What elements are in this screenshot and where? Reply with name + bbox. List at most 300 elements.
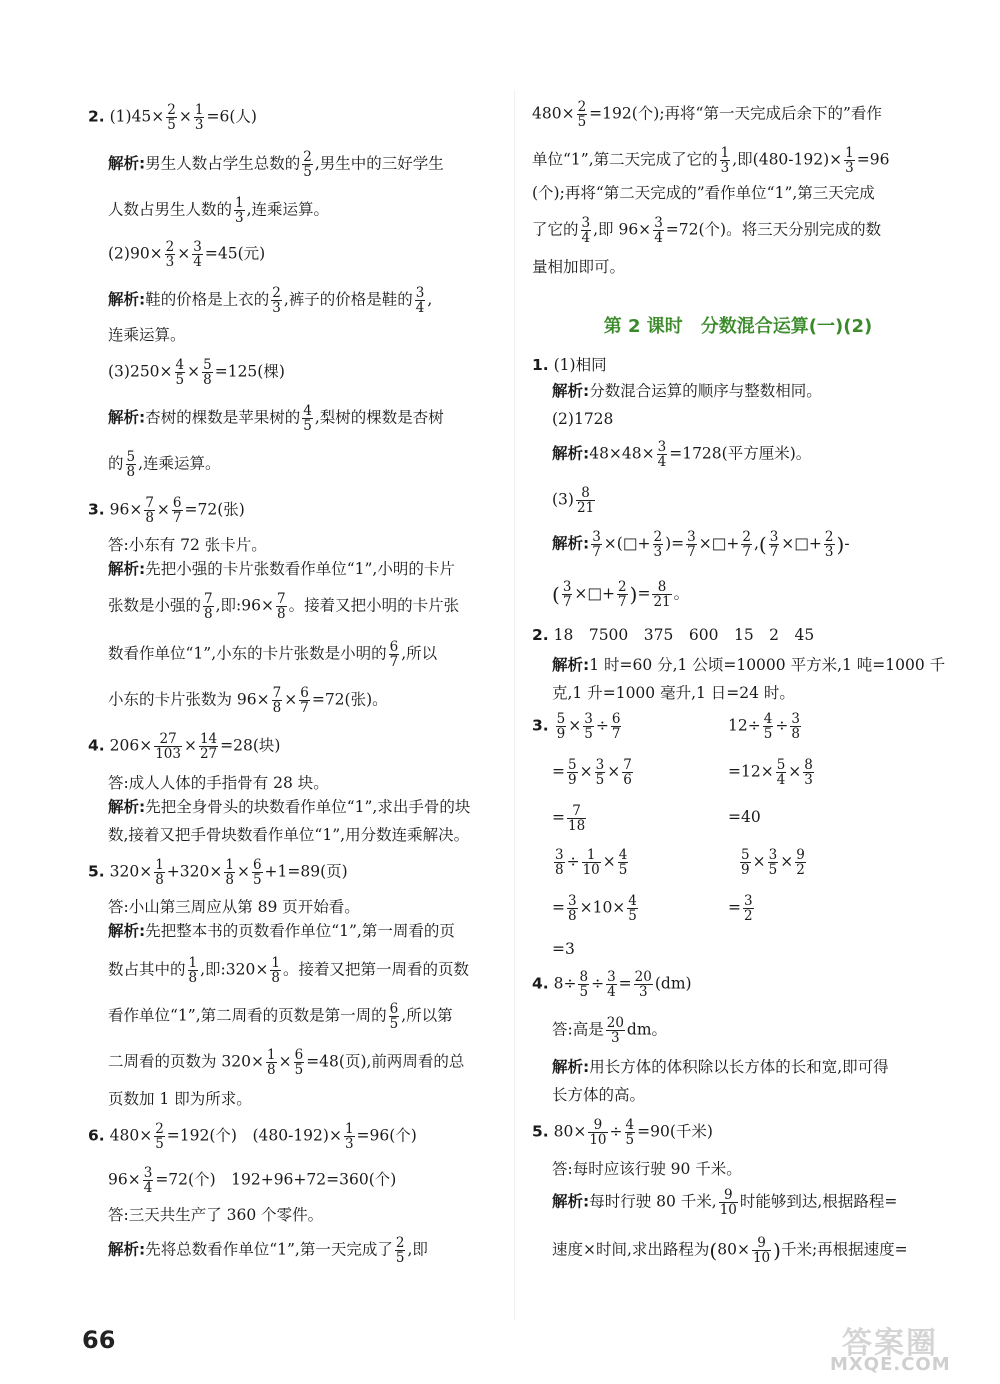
text-run: 小东的卡片张数为 96× <box>108 690 270 709</box>
fraction <box>567 894 578 923</box>
text-run: =1728(平方厘米)。 <box>669 444 812 463</box>
left-line <box>88 103 257 132</box>
text-run: 答:每时应该行驶 90 千米。 <box>552 1160 742 1178</box>
fraction <box>588 1118 607 1147</box>
question-number: 5. <box>532 1122 549 1141</box>
denominator: 8 <box>203 372 212 389</box>
text-run: × <box>278 1052 292 1071</box>
fraction <box>803 758 814 787</box>
denominator: 8 <box>267 1062 276 1079</box>
denominator: 6 <box>623 772 632 789</box>
text-run: 。接着又把小明的卡片张 <box>288 596 460 615</box>
analysis-label: 解析: <box>552 444 590 463</box>
denominator: 3 <box>611 1030 620 1047</box>
text-run: 答:三天共生产了 360 个零件。 <box>108 1206 324 1224</box>
fraction <box>591 530 602 559</box>
denominator: 3 <box>824 544 834 561</box>
text-run: 张数是小强的 <box>108 596 202 615</box>
fraction <box>415 286 426 315</box>
text-run: ×( <box>603 534 623 553</box>
right-line <box>532 356 607 375</box>
denominator: 8 <box>568 908 577 925</box>
fraction <box>625 1118 636 1147</box>
numerator: 3 <box>687 529 696 545</box>
denominator: 7 <box>562 594 572 611</box>
numerator: 5 <box>776 757 786 773</box>
question-number: 2. <box>88 107 105 126</box>
text-run: ,即 <box>407 1240 428 1259</box>
numerator: 7 <box>272 685 282 701</box>
left-line <box>108 404 444 433</box>
fraction <box>743 894 754 923</box>
analysis-label: 解析: <box>108 922 146 940</box>
text-run: 每时行驶 80 千米, <box>589 1192 717 1211</box>
denominator: 5 <box>763 726 773 743</box>
numerator: 6 <box>300 685 309 701</box>
left-line <box>108 686 388 715</box>
numerator: 7 <box>276 591 286 607</box>
denominator: 5 <box>584 726 593 743</box>
right-line <box>728 712 803 741</box>
denominator: 5 <box>395 1250 405 1267</box>
fraction <box>581 216 592 245</box>
fraction <box>567 758 578 787</box>
fraction <box>653 216 664 245</box>
fraction <box>657 440 668 469</box>
denominator: 5 <box>625 1132 635 1149</box>
left-line <box>108 774 329 793</box>
text-run: - <box>844 534 850 553</box>
text-run: (dm) <box>654 974 692 993</box>
fraction <box>126 450 137 479</box>
fraction <box>143 1166 154 1195</box>
text-run: ÷ <box>595 716 609 735</box>
denominator: 5 <box>303 164 312 181</box>
right-line <box>552 1016 667 1045</box>
denominator: 5 <box>167 117 176 134</box>
numerator: 2 <box>742 529 751 545</box>
denominator: 10 <box>752 1250 771 1267</box>
text-run: 480× <box>532 104 575 123</box>
numerator: 20 <box>634 969 652 985</box>
denominator: 103 <box>155 746 181 763</box>
right-line <box>552 758 635 787</box>
fraction <box>554 848 565 877</box>
denominator: 4 <box>654 230 663 247</box>
denominator: 3 <box>344 1136 354 1153</box>
text-run: , <box>753 534 759 553</box>
numerator: 6 <box>294 1047 304 1063</box>
text-run: 先把小强的卡片张数看作单位“1”,小明的卡片 <box>145 560 455 578</box>
numerator: 3 <box>555 847 564 863</box>
right-line <box>552 656 945 675</box>
question-number: 2. <box>532 626 549 644</box>
text-run: 答:高是 <box>552 1020 604 1039</box>
right-line <box>552 486 597 515</box>
text-run: × <box>579 762 593 781</box>
text-run: =45(元) <box>204 244 266 263</box>
left-line <box>108 326 186 345</box>
denominator: 3 <box>638 984 648 1001</box>
text-run: 48×48× <box>589 444 655 463</box>
denominator: 8 <box>276 606 286 623</box>
denominator: 3 <box>272 300 281 317</box>
text-run: 1 时=60 分,1 公顷=10000 平方米,1 吨=1000 千 <box>589 656 946 674</box>
text-run: 96× <box>108 1170 141 1189</box>
numerator: 1 <box>225 857 234 873</box>
text-run: =90(千米) <box>637 1122 713 1141</box>
text-run: =96(个) <box>356 1126 417 1145</box>
left-line <box>108 1236 428 1265</box>
right-line <box>728 894 756 923</box>
numerator: 1 <box>155 857 164 873</box>
text-run: 12÷ <box>728 716 761 735</box>
numerator: 2 <box>155 1121 164 1137</box>
text-run: 克,1 升=1000 毫升,1 日=24 时。 <box>552 684 795 702</box>
numerator: 7 <box>623 757 632 773</box>
text-run: , <box>427 290 433 309</box>
analysis-label: 解析: <box>552 656 590 674</box>
text-run: ,所以第 <box>401 1006 453 1025</box>
denominator: 10 <box>582 862 600 879</box>
column-divider <box>514 90 515 1320</box>
denominator: 5 <box>294 1062 304 1079</box>
text-run: 千米;再根据速度= <box>780 1240 908 1259</box>
right-line <box>552 1058 889 1077</box>
left-line <box>88 732 280 761</box>
text-run: 数,接着又把手骨块数看作单位“1”,用分数连乘解决。 <box>108 826 470 844</box>
text-run: (3) <box>552 490 574 509</box>
denominator: 7 <box>742 544 751 561</box>
right-line <box>552 1188 897 1217</box>
fraction <box>389 1002 400 1031</box>
analysis-label: 解析: <box>552 1058 590 1076</box>
denominator: 9 <box>556 726 566 743</box>
text-run: ,连乘运算。 <box>138 454 221 473</box>
denominator: 4 <box>143 1180 153 1197</box>
text-run: =48(页),前两周看的总 <box>306 1052 465 1071</box>
fraction <box>720 146 731 175</box>
question-number: 1. <box>532 356 549 374</box>
fraction <box>617 580 628 609</box>
denominator: 7 <box>611 726 621 743</box>
analysis-label: 解析: <box>552 382 590 400</box>
denominator: 5 <box>579 984 589 1001</box>
right-line <box>532 100 882 129</box>
fraction <box>270 956 281 985</box>
numerator: 7 <box>567 804 586 819</box>
text-run: ,即:96× <box>215 596 274 615</box>
fraction <box>652 580 671 609</box>
text-run: 用长方体的体积除以长方体的长和宽,即可得 <box>589 1058 889 1076</box>
text-run: (个);再将“第二天完成的”看作单位“1”,第三天完成 <box>532 184 875 202</box>
left-line <box>108 798 470 817</box>
text-run <box>549 717 554 735</box>
left-line <box>108 1048 464 1077</box>
text-run: (1)相同 <box>548 356 607 374</box>
right-line <box>552 410 613 429</box>
text-run: ( <box>709 1238 718 1263</box>
watermark-logo <box>830 1318 990 1378</box>
text-run: ,即(480-192)× <box>732 150 843 169</box>
text-run: =72(张) <box>184 500 245 519</box>
left-line <box>108 536 267 555</box>
text-run: 速度×时间,求出路程为 <box>552 1240 710 1259</box>
text-run: 8÷ <box>548 974 577 993</box>
fraction <box>224 858 235 887</box>
fraction <box>618 848 629 877</box>
text-run: ×□+ <box>781 534 822 553</box>
left-line <box>108 240 265 269</box>
numerator: 9 <box>588 1118 607 1133</box>
text-run: 男生人数占学生总数的 <box>145 154 301 173</box>
analysis-label: 解析: <box>108 290 146 309</box>
right-line <box>552 940 575 959</box>
left-line <box>108 826 469 845</box>
text-run: =125(棵) <box>214 362 285 381</box>
numerator: 5 <box>126 449 136 465</box>
numerator: 7 <box>204 591 213 607</box>
right-line <box>552 382 822 401</box>
denominator: 3 <box>235 210 244 227</box>
fraction <box>395 1236 406 1265</box>
right-line <box>552 580 689 609</box>
text-run: × <box>568 716 582 735</box>
numerator: 1 <box>235 195 244 211</box>
fraction <box>622 758 633 787</box>
numerator: 2 <box>577 99 587 115</box>
fraction <box>567 804 586 833</box>
text-run: 320× <box>104 862 153 881</box>
watermark-line-2: MXQE.COM <box>830 1354 951 1375</box>
numerator: 4 <box>625 1117 635 1133</box>
right-line <box>552 684 795 703</box>
text-run: × <box>156 500 170 519</box>
numerator: 4 <box>303 403 312 419</box>
numerator: 3 <box>768 847 778 863</box>
analysis-label: 解析: <box>108 408 146 427</box>
denominator: 8 <box>271 970 280 987</box>
numerator: 14 <box>199 731 218 747</box>
denominator: 18 <box>568 818 586 835</box>
fraction <box>752 1236 771 1265</box>
text-run: = <box>728 898 741 917</box>
text-run: ÷ <box>609 1122 623 1141</box>
fraction <box>611 712 622 741</box>
question-number: 6. <box>88 1126 105 1145</box>
analysis-label: 解析: <box>552 1192 590 1211</box>
denominator: 5 <box>389 1016 399 1033</box>
text-run: × <box>177 244 191 263</box>
left-line <box>88 858 348 887</box>
left-line <box>108 196 329 225</box>
denominator: 8 <box>145 510 154 527</box>
text-run: = <box>552 898 565 917</box>
denominator: 5 <box>595 772 605 789</box>
fraction <box>302 404 313 433</box>
denominator: 7 <box>389 654 399 671</box>
denominator: 5 <box>303 418 312 435</box>
analysis-label: 解析: <box>108 798 146 816</box>
denominator: 4 <box>415 300 425 317</box>
text-run: ,连乘运算。 <box>246 200 330 219</box>
fraction <box>172 496 183 525</box>
fraction <box>741 530 752 559</box>
text-run: ÷ <box>566 852 580 871</box>
fraction <box>266 1048 277 1077</box>
denominator: 10 <box>719 1202 737 1219</box>
numerator: 3 <box>143 1165 153 1181</box>
left-line <box>108 640 437 669</box>
denominator: 2 <box>796 862 805 879</box>
fraction <box>154 1122 165 1151</box>
denominator: 5 <box>252 872 262 889</box>
right-line <box>552 804 588 833</box>
fraction <box>154 732 182 761</box>
numerator: 5 <box>568 757 577 773</box>
left-line <box>88 1122 417 1151</box>
fraction <box>194 103 205 132</box>
numerator: 4 <box>175 357 185 373</box>
left-line <box>108 1206 323 1225</box>
fraction <box>844 146 855 175</box>
fraction <box>276 592 287 621</box>
fraction <box>199 732 218 761</box>
numerator: 3 <box>607 969 616 985</box>
numerator: 1 <box>845 145 854 161</box>
text-run: × <box>187 362 201 381</box>
numerator: 3 <box>654 215 663 231</box>
text-run: (2)1728 <box>552 410 614 428</box>
numerator: 1 <box>188 955 198 971</box>
fraction <box>556 712 567 741</box>
text-run: 鞋的价格是上衣的 <box>145 290 270 309</box>
text-run: 单位“1”,第二天完成了它的 <box>532 150 718 169</box>
text-run: dm。 <box>626 1020 668 1039</box>
denominator: 3 <box>194 117 204 134</box>
text-run: × <box>752 852 766 871</box>
right-line <box>552 530 850 559</box>
denominator: 21 <box>653 594 671 611</box>
text-run: ,梨树的棵数是杏树 <box>314 408 444 427</box>
fraction <box>154 858 165 887</box>
denominator: 4 <box>607 984 616 1001</box>
left-line <box>108 560 455 579</box>
numerator: 6 <box>611 711 621 727</box>
right-line <box>532 626 814 645</box>
page-number: 66 <box>82 1326 116 1354</box>
numerator: 3 <box>581 215 591 231</box>
text-run: ) <box>773 1238 781 1263</box>
fraction <box>634 970 653 999</box>
text-run: ×□+ <box>698 534 740 553</box>
fraction <box>686 530 697 559</box>
numerator: 1 <box>720 145 730 161</box>
text-run: =28(块) <box>220 736 281 755</box>
text-run: 80× <box>548 1122 587 1141</box>
denominator: 8 <box>791 726 800 743</box>
right-line <box>552 848 630 877</box>
numerator: 1 <box>582 848 601 863</box>
fraction <box>302 150 313 179</box>
text-run: ) <box>836 532 845 557</box>
denominator: 8 <box>126 464 136 481</box>
text-run: 连乘运算。 <box>108 326 186 344</box>
text-run: 的 <box>108 454 124 473</box>
fraction <box>790 712 801 741</box>
text-run: × <box>788 762 802 781</box>
denominator: 9 <box>568 772 577 789</box>
fraction <box>740 848 751 877</box>
text-run: 。 <box>673 584 690 603</box>
fraction <box>175 358 186 387</box>
left-line <box>88 496 245 525</box>
right-line <box>738 848 808 877</box>
denominator: 10 <box>589 1132 607 1149</box>
right-line <box>552 1086 645 1105</box>
numerator: 1 <box>267 1047 276 1063</box>
analysis-label: 解析: <box>108 1240 146 1259</box>
denominator: 5 <box>175 372 185 389</box>
numerator: 2 <box>303 149 312 165</box>
numerator: 3 <box>769 529 779 545</box>
numerator: 4 <box>618 847 628 863</box>
fraction <box>202 358 213 387</box>
fraction <box>294 1048 305 1077</box>
text-run: =192(个) (480-192)× <box>166 1126 342 1145</box>
left-line <box>108 450 221 479</box>
analysis-label: 解析: <box>552 534 590 553</box>
numerator: 6 <box>389 1001 399 1017</box>
denominator: 8 <box>188 970 198 987</box>
text-run: + <box>637 534 651 553</box>
fraction <box>272 686 283 715</box>
text-run: × <box>607 762 621 781</box>
text-run: = <box>552 762 565 781</box>
text-run: × <box>236 862 250 881</box>
fraction <box>578 970 589 999</box>
text-run: 二周看的页数为 320× <box>108 1052 264 1071</box>
numerator: 8 <box>652 580 671 595</box>
text-run: =192(个);再将“第一天完成后余下的”看作 <box>589 104 882 123</box>
question-number: 4. <box>88 736 105 755</box>
numerator: 3 <box>193 239 202 255</box>
text-run: ) <box>629 582 638 607</box>
analysis-label: 解析: <box>108 154 146 173</box>
numerator: 5 <box>741 847 750 863</box>
text-run: □ <box>622 534 638 553</box>
right-line <box>552 894 640 923</box>
numerator: 27 <box>154 732 182 747</box>
denominator: 4 <box>581 230 591 247</box>
left-line <box>108 358 285 387</box>
fraction <box>188 956 199 985</box>
denominator: 5 <box>577 114 587 131</box>
text-run: × <box>284 690 298 709</box>
analysis-label: 解析: <box>108 560 146 578</box>
denominator: 7 <box>172 510 182 527</box>
right-line <box>532 1118 713 1147</box>
numerator: 20 <box>606 1015 624 1031</box>
numerator: 8 <box>804 757 813 773</box>
numerator: 6 <box>172 495 182 511</box>
text-run: ×10× <box>579 898 626 917</box>
fraction <box>344 1122 355 1151</box>
text-run: × <box>780 852 794 871</box>
right-line <box>728 808 761 827</box>
text-run: 看作单位“1”,第二周看的页数是第一周的 <box>108 1006 387 1025</box>
denominator: 8 <box>272 700 282 717</box>
